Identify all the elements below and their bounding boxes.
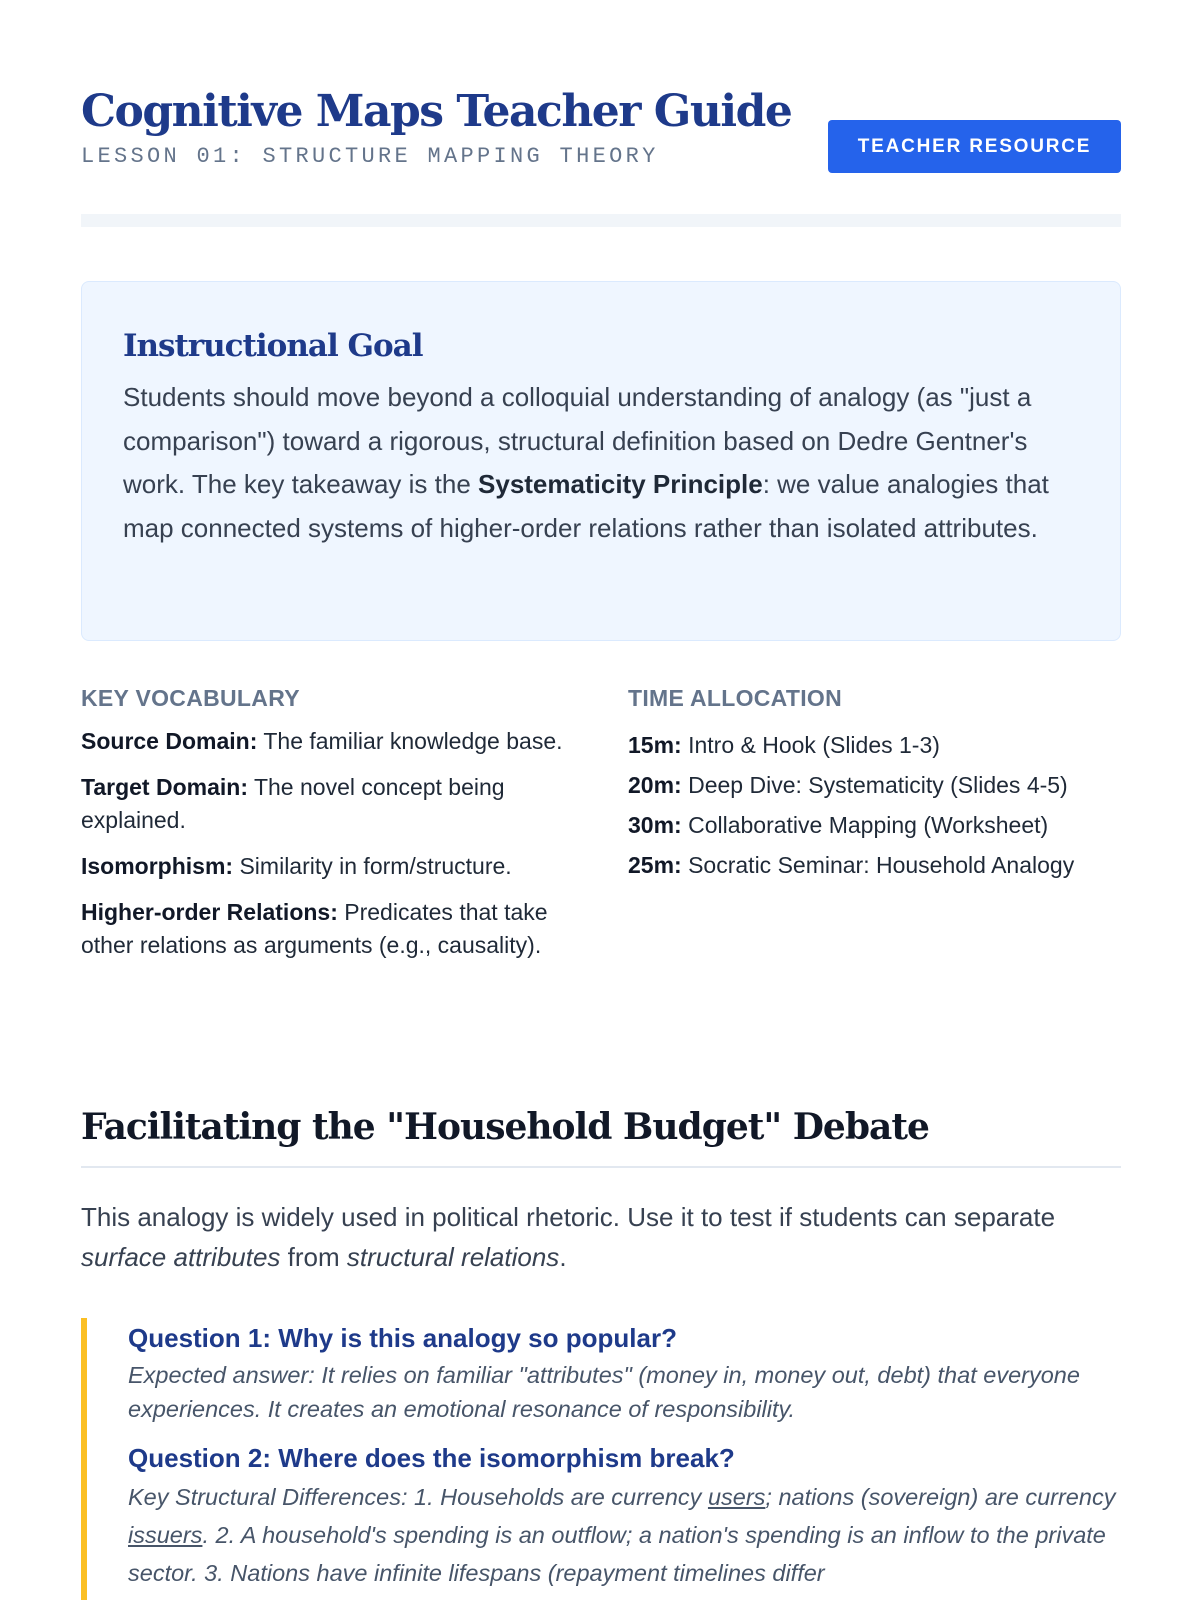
goal-title: Instructional Goal xyxy=(123,328,423,364)
question-title: Question 1: Why is this analogy so popular? xyxy=(128,1323,677,1353)
answer-underlined-term: issuers xyxy=(128,1522,203,1548)
time-duration: 20m: xyxy=(628,772,682,798)
instructional-goal-box xyxy=(81,281,1121,641)
goal-key-term: Systematicity Principle xyxy=(478,469,763,499)
vocab-item xyxy=(81,725,586,758)
intro-text-part: from xyxy=(280,1242,347,1272)
vocabulary-title: KEY VOCABULARY xyxy=(81,685,300,711)
intro-emphasis: surface attributes xyxy=(81,1242,281,1272)
time-item xyxy=(628,765,1128,805)
vocab-term: Higher-order Relations: xyxy=(81,899,338,925)
vocab-term: Target Domain: xyxy=(81,774,248,800)
goal-text-part: Students should move beyond a colloquial understanding of analogy (as "just a comparison") toward a rigorous, structural definition based on Dedre Gentner's work. The key takeaway is the xyxy=(123,382,1032,499)
vocab-item xyxy=(81,896,586,962)
question-title: Question 2: Where does the isomorphism break? xyxy=(128,1443,735,1473)
answer-text-part: Key Structural Differences: 1. Households are currency xyxy=(128,1484,708,1510)
vocab-definition: The familiar knowledge base. xyxy=(257,728,563,754)
page-header xyxy=(81,82,1121,174)
time-item xyxy=(628,805,1128,845)
vocab-term: Isomorphism: xyxy=(81,853,234,879)
header-divider xyxy=(81,214,1121,227)
intro-emphasis: structural relations xyxy=(346,1242,560,1272)
key-vocabulary-section xyxy=(81,681,586,975)
goal-text xyxy=(123,376,1080,550)
time-item xyxy=(628,725,1128,765)
vocab-term: Source Domain: xyxy=(81,728,258,754)
time-duration: 15m: xyxy=(628,732,682,758)
question-answer xyxy=(128,1478,1121,1592)
discussion-questions xyxy=(81,1318,1121,1600)
answer-text-part: . 2. A household's spending is an outflow; a nation's spending is an inflow to the private sector. 3. Nations have infinite lifespans (repayment timelines differ xyxy=(128,1522,1106,1586)
time-activity: Intro & Hook (Slides 1-3) xyxy=(681,732,940,758)
time-activity: Socratic Seminar: Household Analogy xyxy=(681,852,1075,878)
debate-section-title: Facilitating the "Household Budget" Debate xyxy=(81,1106,929,1148)
time-duration: 25m: xyxy=(628,852,682,878)
section-divider xyxy=(81,1166,1121,1168)
answer-underlined-term: users xyxy=(707,1484,766,1510)
teacher-resource-badge: TEACHER RESOURCE xyxy=(828,120,1121,173)
time-item xyxy=(628,845,1128,885)
time-activity: Deep Dive: Systematicity (Slides 4-5) xyxy=(681,772,1068,798)
intro-text-part: This analogy is widely used in political rhetoric. Use it to test if students can separate xyxy=(81,1202,1056,1232)
goal-text-part: : we value analogies that map connected systems of higher-order relations rather than isolated attributes. xyxy=(123,469,1049,543)
time-duration: 30m: xyxy=(628,812,682,838)
vocab-item xyxy=(81,850,586,883)
question-answer: Expected answer: It relies on familiar "attributes" (money in, money out, debt) that everyone experiences. It creates an emotional resonance of responsibility. xyxy=(128,1362,1080,1422)
time-activity: Collaborative Mapping (Worksheet) xyxy=(681,812,1049,838)
vocab-definition: The novel concept being explained. xyxy=(81,774,505,833)
vocab-definition: Predicates that take other relations as arguments (e.g., causality). xyxy=(81,899,548,958)
vocab-item xyxy=(81,771,586,837)
lesson-subtitle: LESSON 01: STRUCTURE MAPPING THEORY xyxy=(81,144,659,169)
debate-intro xyxy=(81,1197,1121,1277)
page-title: Cognitive Maps Teacher Guide xyxy=(81,86,792,137)
time-allocation-title: TIME ALLOCATION xyxy=(628,685,843,711)
vocab-definition: Similarity in form/structure. xyxy=(233,853,512,879)
intro-text-part: . xyxy=(559,1242,567,1272)
answer-text-part: ; nations (sovereign) are currency xyxy=(765,1484,1116,1510)
time-allocation-section xyxy=(628,681,1128,885)
